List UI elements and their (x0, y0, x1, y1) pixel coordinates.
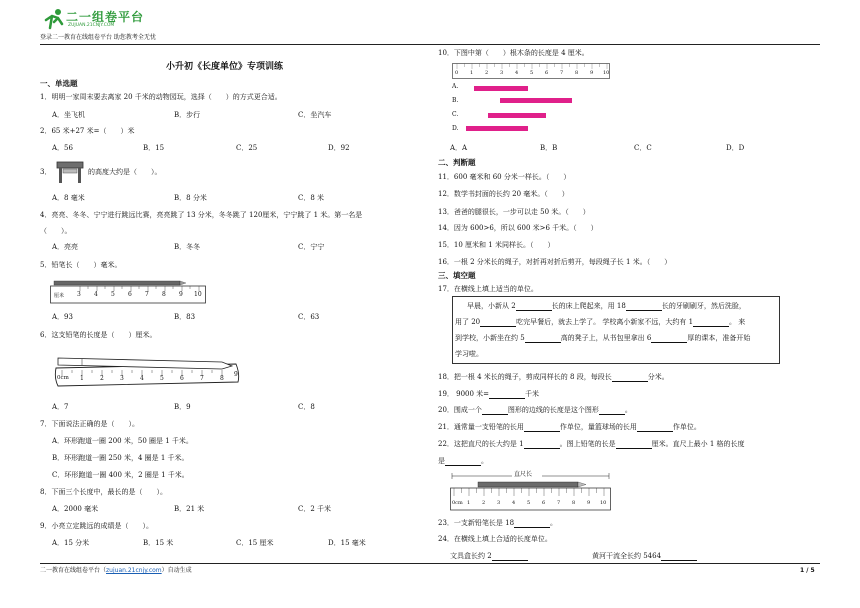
q4-stem-line2: （ ）。 (40, 227, 72, 235)
q6-option-a[interactable]: A．7 (52, 403, 69, 411)
q5-ruler-unit: 厘米 (54, 293, 65, 299)
q22-ruler-tick-label: 3 (497, 500, 501, 506)
q1-option-a[interactable]: A．坐飞机 (52, 111, 86, 119)
q10-ruler-tick-label: 7 (560, 70, 564, 76)
q20: 20．围成一个 图形的边线的长度是这个图形 。 (438, 406, 632, 414)
q17-passage-box (452, 296, 780, 364)
footer-link[interactable]: zujuan.21cnjy.com (106, 567, 162, 574)
q4-option-a[interactable]: A．亮亮 (52, 243, 79, 251)
q6-ruler-tick-label: 6 (180, 375, 184, 382)
q20-blank[interactable] (482, 406, 508, 415)
q10-ruler-tick-label: 10 (603, 70, 610, 76)
judge-item: 13．爸爸的腿很长，一步可以走 50 米。（ ） (438, 208, 590, 216)
q9-option-a[interactable]: A．15 分米 (52, 539, 90, 547)
q10-bar-c (488, 113, 546, 118)
q17-blank[interactable] (693, 318, 729, 327)
q6-option-c[interactable]: C．8 (298, 403, 315, 411)
q22-ruler-tick-label: 9 (587, 500, 591, 506)
section-true-false: 二、判断题 (438, 158, 476, 167)
q22-ruler-tick-label: 6 (542, 500, 546, 506)
q23: 23．一支新铅笔长是 18 。 (438, 519, 558, 527)
q10-ruler-tick-label: 1 (470, 70, 474, 76)
q17-blank[interactable] (516, 302, 552, 311)
q5-ruler-tick-label: 8 (162, 291, 166, 298)
q9-stem: 9．小亮立定跳远的成绩是（ ）。 (40, 522, 153, 530)
q5-ruler-tick-label: 10 (194, 291, 202, 298)
q21-blank[interactable] (524, 423, 560, 432)
q6-ruler-tick-label: 9 (234, 371, 238, 378)
q17-line: 用了 20 吃完早餐后，就去上学了。 学校离小新家不远，大约有 1 。 来 (455, 318, 746, 326)
q6-stem: 6．这支铅笔的长度是（ ）厘米。 (40, 331, 157, 339)
q6-ruler-unit: 0cm (57, 375, 69, 381)
q2-option-b[interactable]: B．15 (143, 144, 165, 152)
q22-line2: 是 。 (438, 457, 488, 465)
q10-bar-label-a: A. (452, 83, 459, 90)
footer-divider (40, 563, 820, 564)
q6-option-b[interactable]: B．9 (174, 403, 191, 411)
q10-bar-label-b: B. (452, 97, 459, 104)
q24-item-b: 黄河干流全长约 5464 (592, 551, 697, 561)
logo-text: 二一组卷平台 (66, 10, 145, 24)
q8-option-b[interactable]: B．21 米 (174, 505, 205, 513)
section-single-choice: 一、单选题 (40, 79, 78, 88)
q10-bar-d (466, 126, 528, 131)
q3-option-a[interactable]: A．8 毫米 (52, 194, 85, 202)
q1-stem: 1．明明一家周末要去离家 20 千米的动物园玩，选择（ ）的方式更合适。 (40, 93, 282, 101)
q4-stem-line1: 4．亮亮、冬冬、宁宁进行跳远比赛，亮亮跳了 13 分米，冬冬跳了 120厘米，宁宁跳了 1 米。第一名是 (40, 211, 363, 219)
q22-ruler-unit: 0cm (452, 500, 463, 506)
q6-ruler-tick-label: 5 (160, 375, 164, 382)
q6-ruler-tick-label: 4 (140, 375, 144, 382)
q19-blank[interactable] (489, 390, 525, 399)
q3-number: 3． (40, 168, 52, 176)
q1-option-c[interactable]: C．坐汽车 (298, 111, 332, 119)
q7-option-a[interactable]: A．环形跑道一圈 200 米，50 圈是 1 千米。 (52, 437, 193, 445)
q17-blank[interactable] (651, 334, 687, 343)
q10-ruler-tick-label: 4 (515, 70, 519, 76)
q7-option-c[interactable]: C．环形跑道一圈 400 米，2 圈是 1 千米。 (52, 471, 189, 479)
q24-blank[interactable] (661, 552, 697, 561)
q2-option-a[interactable]: A．56 (52, 144, 73, 152)
judge-item: 16．一根 2 分米长的绳子，对折再对折后剪开，每段绳子长 1 米。（ ） (438, 258, 672, 266)
q5-option-b[interactable]: B．83 (174, 313, 196, 321)
q6-ruler-tick-label: 7 (200, 375, 204, 382)
q22-ruler-tick-label: 10 (600, 500, 607, 506)
q8-option-a[interactable]: A．2000 毫米 (52, 505, 99, 513)
q8-option-c[interactable]: C．2 千米 (298, 505, 332, 513)
q22-blank[interactable] (445, 457, 481, 466)
q10-option-a[interactable]: A．A (450, 144, 468, 152)
q18: 18．把一根 4 米长的绳子，剪成同样长的 8 段，每段长 分米。 (438, 373, 669, 381)
judge-item: 12．数学书封面的长约 20 毫米。（ ） (438, 190, 569, 198)
q24-item-a: 文具盒长约 2 (450, 551, 528, 561)
section-fill-in: 三、填空题 (438, 271, 476, 280)
q9-option-d[interactable]: D．15 毫米 (328, 539, 366, 547)
q3-stem: 的高度大约是（ ）。 (88, 168, 162, 176)
q3-option-b[interactable]: B．8 分米 (174, 194, 207, 202)
q5-option-a[interactable]: A．93 (52, 313, 73, 321)
q5-option-c[interactable]: C．63 (298, 313, 320, 321)
q5-ruler-tick-label: 3 (77, 291, 81, 298)
q21-blank[interactable] (637, 423, 673, 432)
judge-item: 15．10 厘米和 1 米同样长。（ ） (438, 241, 555, 249)
q10-option-d[interactable]: D．D (726, 144, 745, 152)
q4-option-c[interactable]: C．宁宁 (298, 243, 325, 251)
q22-ruler-tick-label: 1 (467, 500, 471, 506)
q10-option-b[interactable]: B．B (540, 144, 558, 152)
q1-option-b[interactable]: B．步行 (174, 111, 201, 119)
q17-blank[interactable] (626, 302, 662, 311)
q10-ruler-tick-label: 0 (455, 70, 459, 76)
judge-item: 11．600 毫米和 60 分米一样长。（ ） (438, 173, 571, 181)
q10-ruler-tick-label: 9 (590, 70, 594, 76)
q22-ruler (450, 468, 612, 512)
runner-logo-icon (42, 8, 66, 30)
header-tagline: 登录二一教育在线组卷平台 助您教考全无忧 (40, 34, 156, 41)
q9-option-b[interactable]: B．15 米 (143, 539, 174, 547)
q10-ruler-tick-label: 8 (575, 70, 579, 76)
q8-stem: 8．下面三个长度中，最长的是（ ）。 (40, 488, 167, 496)
q10-ruler-tick-label: 6 (545, 70, 549, 76)
q22-ruler-tick-label: 2 (482, 500, 486, 506)
q6-ruler (52, 352, 242, 388)
q22-ruler-tick-label: 7 (557, 500, 561, 506)
q19: 19． 9000 米= 千米 (438, 390, 540, 398)
q20-blank[interactable] (599, 406, 625, 415)
q5-ruler-tick-label: 6 (128, 291, 132, 298)
stool-image (55, 160, 85, 184)
q17-line: 早晨，小新从 2 长的床上爬起来，用 18 长的牙刷刷牙，然后洗脸， (467, 302, 746, 310)
q24-blank[interactable] (492, 552, 528, 561)
page-title: 小升初《长度单位》专项训练 (166, 62, 284, 72)
q17-blank[interactable] (525, 334, 561, 343)
q10-option-c[interactable]: C．C (634, 144, 652, 152)
q7-stem: 7．下面说法正确的是（ ）。 (40, 420, 139, 428)
q17-stem: 17．在横线上填上适当的单位。 (438, 285, 538, 293)
q10-bar-a (474, 86, 528, 91)
q23-blank[interactable] (514, 519, 550, 528)
q2-option-d[interactable]: D．92 (328, 144, 350, 152)
q9-option-c[interactable]: C．15 厘米 (236, 539, 274, 547)
q22-line1: 22．这把直尺的长大约是 1 。图上铅笔的长是 厘米。直尺上最小 1 格的长度 (438, 440, 745, 448)
q6-ruler-tick-label: 3 (120, 375, 124, 382)
q24-stem: 24．在横线上填上合适的长度单位。 (438, 535, 552, 543)
q6-ruler-tick-label: 1 (80, 375, 84, 382)
header-divider (40, 44, 820, 45)
q10-ruler-tick-label: 5 (530, 70, 534, 76)
q4-option-b[interactable]: B．冬冬 (174, 243, 201, 251)
q22-ruler-tick-label: 8 (572, 500, 576, 506)
q10-ruler-tick-label: 2 (485, 70, 489, 76)
q6-ruler-tick-label: 8 (220, 375, 224, 382)
q10-stem: 10．下图中第（ ）根木条的长度是 4 厘米。 (438, 49, 589, 57)
q10-ruler (452, 63, 610, 79)
q22-blank[interactable] (524, 440, 560, 449)
q5-ruler-tick-label: 4 (94, 291, 98, 298)
q5-ruler (50, 278, 206, 304)
q7-option-b[interactable]: B．环形跑道一圈 250 米，4 圈是 1 千米。 (52, 454, 189, 462)
judge-item: 14．因为 600>6，所以 600 米>6 千米。（ ） (438, 224, 598, 232)
q2-stem: 2．65 米+27 米=（ ）米 (40, 127, 135, 135)
q22-ruler-tick-label: 4 (512, 500, 516, 506)
q22-ruler-title: 直尺长 (514, 471, 533, 478)
q22-blank[interactable] (616, 440, 652, 449)
q10-bar-label-d: D. (452, 125, 459, 132)
q10-bar-label-c: C. (452, 111, 459, 118)
q17-line: 学习啦。 (455, 350, 483, 358)
q21: 21．通常量一支铅笔的长用 作单位，量篮球场的长用 作单位。 (438, 423, 701, 431)
page-number: 1 / 5 (800, 567, 815, 574)
q17-blank[interactable] (480, 318, 516, 327)
q17-line: 到学校，小新坐在约 5 高的凳子上，从书包里拿出 6 厚的课本，准备开始 (455, 334, 751, 342)
footer-source: 二一教育在线组卷平台（zujuan.21cnjy.com）自动生成 (40, 567, 192, 574)
q3-option-c[interactable]: C．8 米 (298, 194, 325, 202)
q10-bar-b (500, 98, 572, 103)
q22-ruler-tick-label: 5 (527, 500, 531, 506)
header-logo (42, 6, 162, 32)
logo-subtext: ZUJUAN.21CNJY.COM (68, 23, 115, 28)
q5-stem: 5．铅笔长（ ）毫米。 (40, 261, 122, 269)
q2-option-c[interactable]: C．25 (236, 144, 258, 152)
q5-ruler-tick-label: 5 (111, 291, 115, 298)
q6-ruler-tick-label: 2 (100, 375, 104, 382)
q5-ruler-tick-label: 9 (179, 291, 183, 298)
q10-ruler-tick-label: 3 (500, 70, 504, 76)
q5-ruler-tick-label: 7 (145, 291, 149, 298)
q18-blank[interactable] (612, 373, 648, 382)
